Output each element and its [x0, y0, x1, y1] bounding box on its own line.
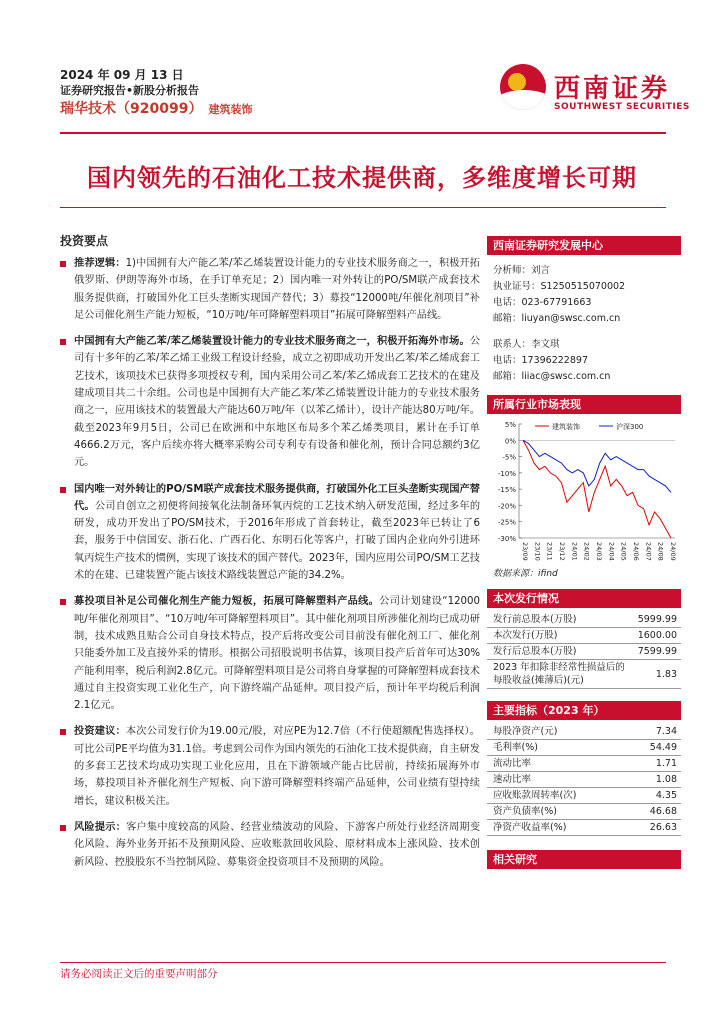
- paragraph-lead: 风险提示：: [74, 821, 127, 833]
- y-tick-label: -25%: [497, 518, 516, 527]
- company-line: [60, 98, 252, 118]
- row-label: 净资产收益率(%): [487, 820, 626, 836]
- bullet-icon: [60, 825, 66, 831]
- table-row: [487, 612, 681, 628]
- x-tick-label: 24/04: [607, 542, 616, 561]
- paragraph-text: 公司计划建设“12000吨/年催化剂项目”、“10万吨/年可降解塑料项目”。其中催化剂项目所涉催化剂均已成功研制，技术成熟且贴合公司自身技术特点，投产后将改变公司目前没有催化剂工厂、催化剂只能委外加工及直接外采的情形。根据公司招股说明书估算，该项目投产后首年可达30%产能利用率，税后利润2.8亿元。可降解塑料项目是公司将自身掌握的可降解塑料成套技术通过自主投资实现工业化生产，向下游终端产品延伸。项目投产后，预计年平均税后利润2.1亿元。: [74, 596, 480, 712]
- row-label: 资产负债率(%): [487, 804, 626, 820]
- row-value: 1.08: [626, 772, 681, 788]
- bullet-icon: [60, 261, 66, 267]
- chart-source: 数据来源：ifind: [493, 569, 558, 579]
- x-tick-label: 23/09: [521, 542, 529, 561]
- table-row: [487, 772, 681, 788]
- row-value: 26.63: [626, 820, 681, 836]
- paragraph-text: 本次公司发行价为19.00元/股，对应PE为12.7倍（不行使超额配售选择权）。可比公司PE平均值为31.1倍。考虑到公司作为国内领先的石油化工技术提供商，自主研发的多套工艺技术均成功实现工业化应用，且在下游领域产能占比居前，持续拓展海外市场，募投项目补齐催化剂生产短板、向下游可降解塑料终端产品延伸，公司业绩有望持续增长，建议积极关注。: [74, 726, 480, 807]
- x-tick-label: 24/03: [595, 542, 603, 561]
- table-row: [487, 628, 681, 644]
- analyst-license: 执业证号：S1250515070002: [493, 281, 626, 292]
- row-value: 1600.00: [632, 628, 681, 644]
- investment-paragraph: [60, 333, 480, 471]
- header-divider: [60, 132, 666, 134]
- table-row: [487, 804, 681, 820]
- bullet-icon: [60, 487, 66, 493]
- paragraph-lead: 推荐逻辑：: [74, 258, 126, 269]
- y-tick-label: -30%: [497, 535, 516, 543]
- table-row: [487, 644, 681, 660]
- issue-header: 本次发行情况: [487, 589, 681, 608]
- x-tick-label: 23/12: [558, 542, 566, 561]
- x-tick-label: 23/10: [533, 542, 542, 561]
- investment-paragraph: [60, 481, 480, 585]
- paragraph-lead: 募投项目补足公司催化剂生产能力短板，拓展可降解塑料产品线。: [74, 596, 380, 608]
- report-date: 2024 年 09 月 13 日: [60, 68, 184, 82]
- series-line: [523, 440, 671, 538]
- related-research-header: 相关研究: [487, 850, 681, 869]
- row-label: 毛利率(%): [487, 740, 626, 756]
- paragraph-lead: 国内唯一对外转让的PO/SM联产成套技术服务提供商，打破国外化工巨头垄断实现国产替代。: [74, 483, 480, 512]
- row-label: 2023 年扣除非经常性损益后的每股收益(摊薄后)(元): [487, 660, 632, 689]
- section-heading: 投资要点: [60, 234, 109, 248]
- paragraph-lead: 投资建议：: [74, 726, 126, 738]
- legend-label: 沪深300: [616, 423, 644, 431]
- table-row: [487, 724, 681, 740]
- paragraph-text: 公司有十多年的乙苯/苯乙烯工业级工程设计经验，成立之初即成功开发出乙苯/苯乙烯成套工艺技术，该项技术已获得多项授权专利，国内采用公司乙苯/苯乙烯成套工艺技术的在建及建成项目共二十余组。公司也是中国拥有大产能乙苯/苯乙烯装置设计能力的专业技术服务商之一，应用该技术的装置最大产能达60万吨/年（以苯乙烯计），设计产能达80万吨/年。截至2023年9月5日，公司已在欧洲和中东地区布局多个苯乙烯类项目，累计在手订单4666.2万元，客户后续亦将大概率采购公司专利专有设备和催化剂，预计合同总额约3亿元。: [74, 336, 480, 469]
- row-label: 发行后总股本(万股): [487, 644, 632, 660]
- market-chart-svg: [487, 414, 681, 564]
- research-center-header: 西南证券研究发展中心: [487, 236, 681, 255]
- footer-disclaimer: 请务必阅读正文后的重要声明部分: [60, 968, 218, 980]
- bullet-icon: [60, 599, 66, 605]
- row-value: 7.34: [626, 724, 681, 740]
- x-tick-label: 24/01: [570, 542, 579, 561]
- row-label: 速动比率: [487, 772, 626, 788]
- row-value: 4.35: [626, 788, 681, 804]
- y-tick-label: -5%: [502, 453, 516, 462]
- y-tick-label: 5%: [504, 421, 516, 429]
- x-tick-label: 24/08: [656, 542, 665, 561]
- analyst-name: 分析师：刘言: [493, 265, 551, 276]
- y-tick-label: -10%: [497, 469, 516, 478]
- contact-name: 联系人：李文琪: [493, 339, 560, 350]
- metrics-table: [487, 724, 681, 836]
- y-tick-label: -20%: [497, 502, 516, 511]
- row-label: 流动比率: [487, 756, 626, 772]
- table-row: [487, 740, 681, 756]
- logo-cn-text: 西南证券: [554, 74, 671, 104]
- y-tick-label: 0%: [504, 437, 516, 446]
- row-label: 应收账款周转率(次): [487, 788, 626, 804]
- company-name: 瑞华技术（920099）: [60, 101, 203, 117]
- paragraph-text: 公司自创立之初便将间接氧化法制备环氧丙烷的工艺技术纳入研发范围，经过多年的研发，成功开发出了PO/SM技术，于2016年形成了首套转让，截至2023年已转让了6套，服务于中信国安、浙石化、广西石化、东明石化等客户，打破了国内企业向外引进环氧丙烷生产技术的惯例，实现了该技术的国产替代。2023年，国内应用公司PO/SM工艺技术的在建、已建装置产能占该技术路线装置总产能的34.2%。: [74, 500, 481, 582]
- metrics-header: 主要指标（2023 年）: [487, 701, 681, 720]
- row-value: 1.83: [632, 660, 681, 689]
- analyst-email[interactable]: 邮箱：liuyan@swsc.com.cn: [493, 313, 621, 324]
- report-type: 证券研究报告•新股分析报告: [60, 84, 200, 97]
- x-tick-label: 24/06: [632, 542, 640, 561]
- contact-email[interactable]: 邮箱：liiac@swsc.com.cn: [493, 371, 611, 382]
- row-label: 本次发行(万股): [487, 628, 632, 644]
- y-tick-label: -15%: [497, 486, 516, 495]
- analyst-info: [487, 255, 681, 389]
- contact-phone: 电话：17396222897: [493, 355, 588, 366]
- x-tick-label: 23/11: [545, 542, 554, 561]
- title-divider: [60, 207, 666, 208]
- table-row: [487, 820, 681, 836]
- table-row: [487, 660, 681, 689]
- bullet-icon: [60, 339, 66, 345]
- row-label: 发行前总股本(万股): [487, 612, 632, 628]
- table-row: [487, 788, 681, 804]
- sidebar: [487, 236, 681, 869]
- paragraph-text: 1)中国拥有大产能乙苯/苯乙烯装置设计能力的专业技术服务商之一，积极开拓俄罗斯、伊朗等海外市场，在手订单充足；2）国内唯一对外转让的PO/SM联产成套技术服务提供商，打破国外化工巨头垄断实现国产替代；3）募投“12000吨/年催化剂项目”补足公司催化剂生产能力短板，“10万吨/年可降解塑料项目”拓展可降解塑料产品线。: [74, 258, 480, 321]
- logo-sun-icon: [500, 64, 546, 110]
- logo-en-text: SOUTHWEST SECURITIES: [554, 102, 690, 112]
- row-value: 54.49: [626, 740, 681, 756]
- investment-paragraph: [60, 593, 480, 714]
- paragraph-text: 客户集中度较高的风险、经营业绩波动的风险、下游客户所处行业经济周期变化风险、海外业务开拓不及预期风险、应收账款回收风险、原材料成本上涨风险、技术创新风险、控股股东不当控制风险、募集资金投资项目不及预期的风险。: [74, 821, 481, 868]
- legend-label: 建筑装饰: [552, 423, 580, 431]
- row-value: 5999.99: [632, 612, 681, 628]
- table-row: [487, 756, 681, 772]
- bullet-icon: [60, 729, 66, 735]
- row-value: 7599.99: [632, 644, 681, 660]
- footer-divider: [60, 962, 666, 963]
- market-chart: [487, 414, 681, 564]
- analyst-phone: 电话：023-67791663: [493, 297, 592, 308]
- row-value: 1.71: [626, 756, 681, 772]
- industry-tag: 建筑装饰: [208, 103, 253, 116]
- issue-table: [487, 612, 681, 689]
- row-value: 46.68: [626, 804, 681, 820]
- x-tick-label: 24/05: [619, 542, 628, 561]
- southwest-securities-logo: [500, 60, 705, 120]
- investment-paragraph: [60, 723, 480, 809]
- x-tick-label: 24/02: [582, 542, 591, 561]
- row-label: 每股净资产(元): [487, 724, 626, 740]
- paragraph-lead: 中国拥有大产能乙苯/苯乙烯装置设计能力的专业技术服务商之一，积极开拓海外市场。: [74, 336, 470, 348]
- market-performance-header: 所属行业市场表现: [487, 395, 681, 414]
- x-tick-label: 24/09: [669, 542, 677, 561]
- report-title: 国内领先的石油化工技术提供商，多维度增长可期: [87, 164, 637, 192]
- x-tick-label: 24/07: [644, 542, 653, 561]
- investment-paragraph: [60, 255, 480, 324]
- investment-section: [60, 232, 480, 880]
- investment-paragraph: [60, 819, 480, 871]
